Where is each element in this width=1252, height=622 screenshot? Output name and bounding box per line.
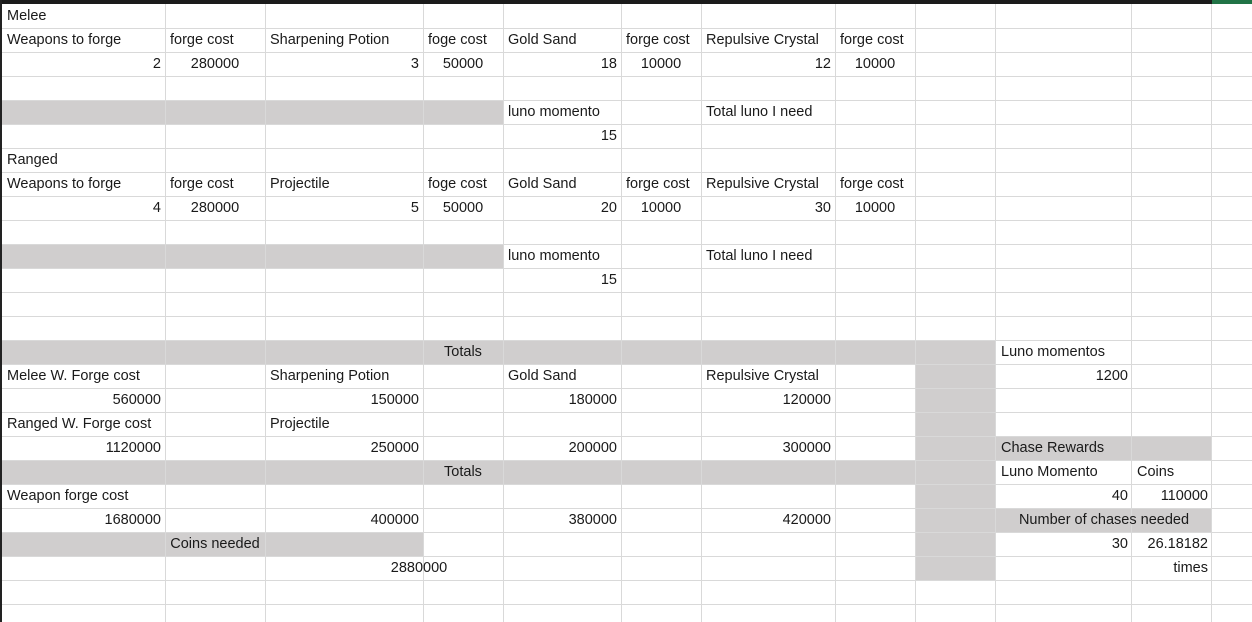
ranged-header-foge-cost[interactable]: foge cost	[428, 176, 487, 192]
melee-header-foge-cost[interactable]: foge cost	[428, 32, 487, 48]
ranged-luno-value[interactable]: 15	[600, 272, 617, 288]
times-label[interactable]: times	[1173, 560, 1208, 576]
melee-crystal-count[interactable]: 12	[814, 56, 831, 72]
sum-potion-projectile[interactable]: 400000	[370, 512, 419, 528]
ranged-projectile-cost[interactable]: 50000	[442, 200, 484, 216]
ranged-header-gold-cost[interactable]: forge cost	[626, 176, 690, 192]
ranged-total-luno-label[interactable]: Total luno I need	[706, 248, 813, 264]
ranged-crystal-cost[interactable]: 10000	[854, 200, 896, 216]
ranged-header-gold-sand[interactable]: Gold Sand	[508, 176, 577, 192]
ranged-weapons-count[interactable]: 4	[152, 200, 161, 216]
totals-ranged-value[interactable]: 1120000	[105, 440, 161, 456]
coins-value[interactable]: 110000	[1160, 488, 1208, 504]
luno-momento-value[interactable]: 40	[1111, 488, 1128, 504]
ranged-title[interactable]: Ranged	[7, 152, 58, 168]
luno-momentos-value[interactable]: 1200	[1095, 368, 1128, 384]
weapon-forge-cost-label[interactable]: Weapon forge cost	[7, 488, 129, 504]
chases-value-b[interactable]: 26.18182	[1147, 536, 1208, 552]
totals-melee-value[interactable]: 560000	[112, 392, 161, 408]
melee-sharpening-cost[interactable]: 50000	[442, 56, 484, 72]
luno-momentos-label[interactable]: Luno momentos	[1001, 344, 1105, 360]
sum-gold-sand[interactable]: 380000	[568, 512, 617, 528]
totals-crystal-value-2[interactable]: 300000	[782, 440, 831, 456]
melee-weapons-count[interactable]: 2	[152, 56, 161, 72]
melee-sharpening-count[interactable]: 3	[410, 56, 419, 72]
totals-title[interactable]: Totals	[444, 344, 482, 360]
melee-header-forge-cost[interactable]: forge cost	[170, 32, 234, 48]
melee-crystal-cost[interactable]: 10000	[854, 56, 896, 72]
totals-gold-sand-value[interactable]: 180000	[568, 392, 617, 408]
ranged-luno-label[interactable]: luno momento	[508, 248, 600, 264]
melee-title[interactable]: Melee	[7, 8, 47, 24]
ranged-projectile-count[interactable]: 5	[410, 200, 419, 216]
melee-header-gold-cost[interactable]: forge cost	[626, 32, 690, 48]
chase-rewards-label[interactable]: Chase Rewards	[1001, 440, 1105, 456]
totals-sharpening-value[interactable]: 150000	[370, 392, 419, 408]
ranged-forge-cost[interactable]: 280000	[190, 200, 240, 216]
totals-gold-sand-value-2[interactable]: 200000	[568, 440, 617, 456]
melee-header-sharpening[interactable]: Sharpening Potion	[270, 32, 390, 48]
ranged-header-crystal-cost[interactable]: forge cost	[840, 176, 904, 192]
ranged-gold-sand-cost[interactable]: 10000	[640, 200, 682, 216]
melee-header-weapons[interactable]: Weapons to forge	[7, 32, 122, 48]
melee-luno-label[interactable]: luno momento	[508, 104, 600, 120]
coins-needed-label[interactable]: Coins needed	[170, 536, 260, 552]
totals-melee-label[interactable]: Melee W. Forge cost	[7, 368, 140, 384]
totals-crystal-label[interactable]: Repulsive Crystal	[706, 368, 819, 384]
ranged-header-weapons[interactable]: Weapons to forge	[7, 176, 122, 192]
melee-total-luno-label[interactable]: Total luno I need	[706, 104, 813, 120]
melee-forge-cost[interactable]: 280000	[190, 56, 240, 72]
chases-needed-label[interactable]: Number of chases needed	[1018, 512, 1190, 528]
ranged-header-projectile[interactable]: Projectile	[270, 176, 330, 192]
melee-header-crystal-cost[interactable]: forge cost	[840, 32, 904, 48]
ranged-header-forge-cost[interactable]: forge cost	[170, 176, 234, 192]
sum-crystal[interactable]: 420000	[782, 512, 831, 528]
coins-needed-value[interactable]: 2880000	[390, 560, 448, 576]
ranged-gray-band	[2, 245, 504, 268]
ranged-header-crystal[interactable]: Repulsive Crystal	[706, 176, 819, 192]
totals2-title[interactable]: Totals	[444, 464, 482, 480]
totals-sharpening-label[interactable]: Sharpening Potion	[270, 368, 390, 384]
coins-label[interactable]: Coins	[1137, 464, 1175, 480]
totals-gold-sand-label[interactable]: Gold Sand	[508, 368, 577, 384]
luno-momento-label[interactable]: Luno Momento	[1001, 464, 1098, 480]
melee-gold-sand-count[interactable]: 18	[600, 56, 617, 72]
melee-gray-band	[2, 101, 504, 124]
totals-projectile-label[interactable]: Projectile	[270, 416, 330, 432]
left-edge	[0, 0, 2, 622]
melee-header-crystal[interactable]: Repulsive Crystal	[706, 32, 819, 48]
melee-gold-sand-cost[interactable]: 10000	[640, 56, 682, 72]
totals-ranged-label[interactable]: Ranged W. Forge cost	[7, 416, 152, 432]
melee-luno-value[interactable]: 15	[600, 128, 617, 144]
chases-value-a[interactable]: 30	[1111, 536, 1128, 552]
totals-crystal-value[interactable]: 120000	[782, 392, 831, 408]
ranged-gold-sand-count[interactable]: 20	[600, 200, 617, 216]
sum-weapon-forge[interactable]: 1680000	[104, 512, 161, 528]
ranged-crystal-count[interactable]: 30	[814, 200, 831, 216]
totals-projectile-value[interactable]: 250000	[370, 440, 419, 456]
melee-header-gold-sand[interactable]: Gold Sand	[508, 32, 577, 48]
